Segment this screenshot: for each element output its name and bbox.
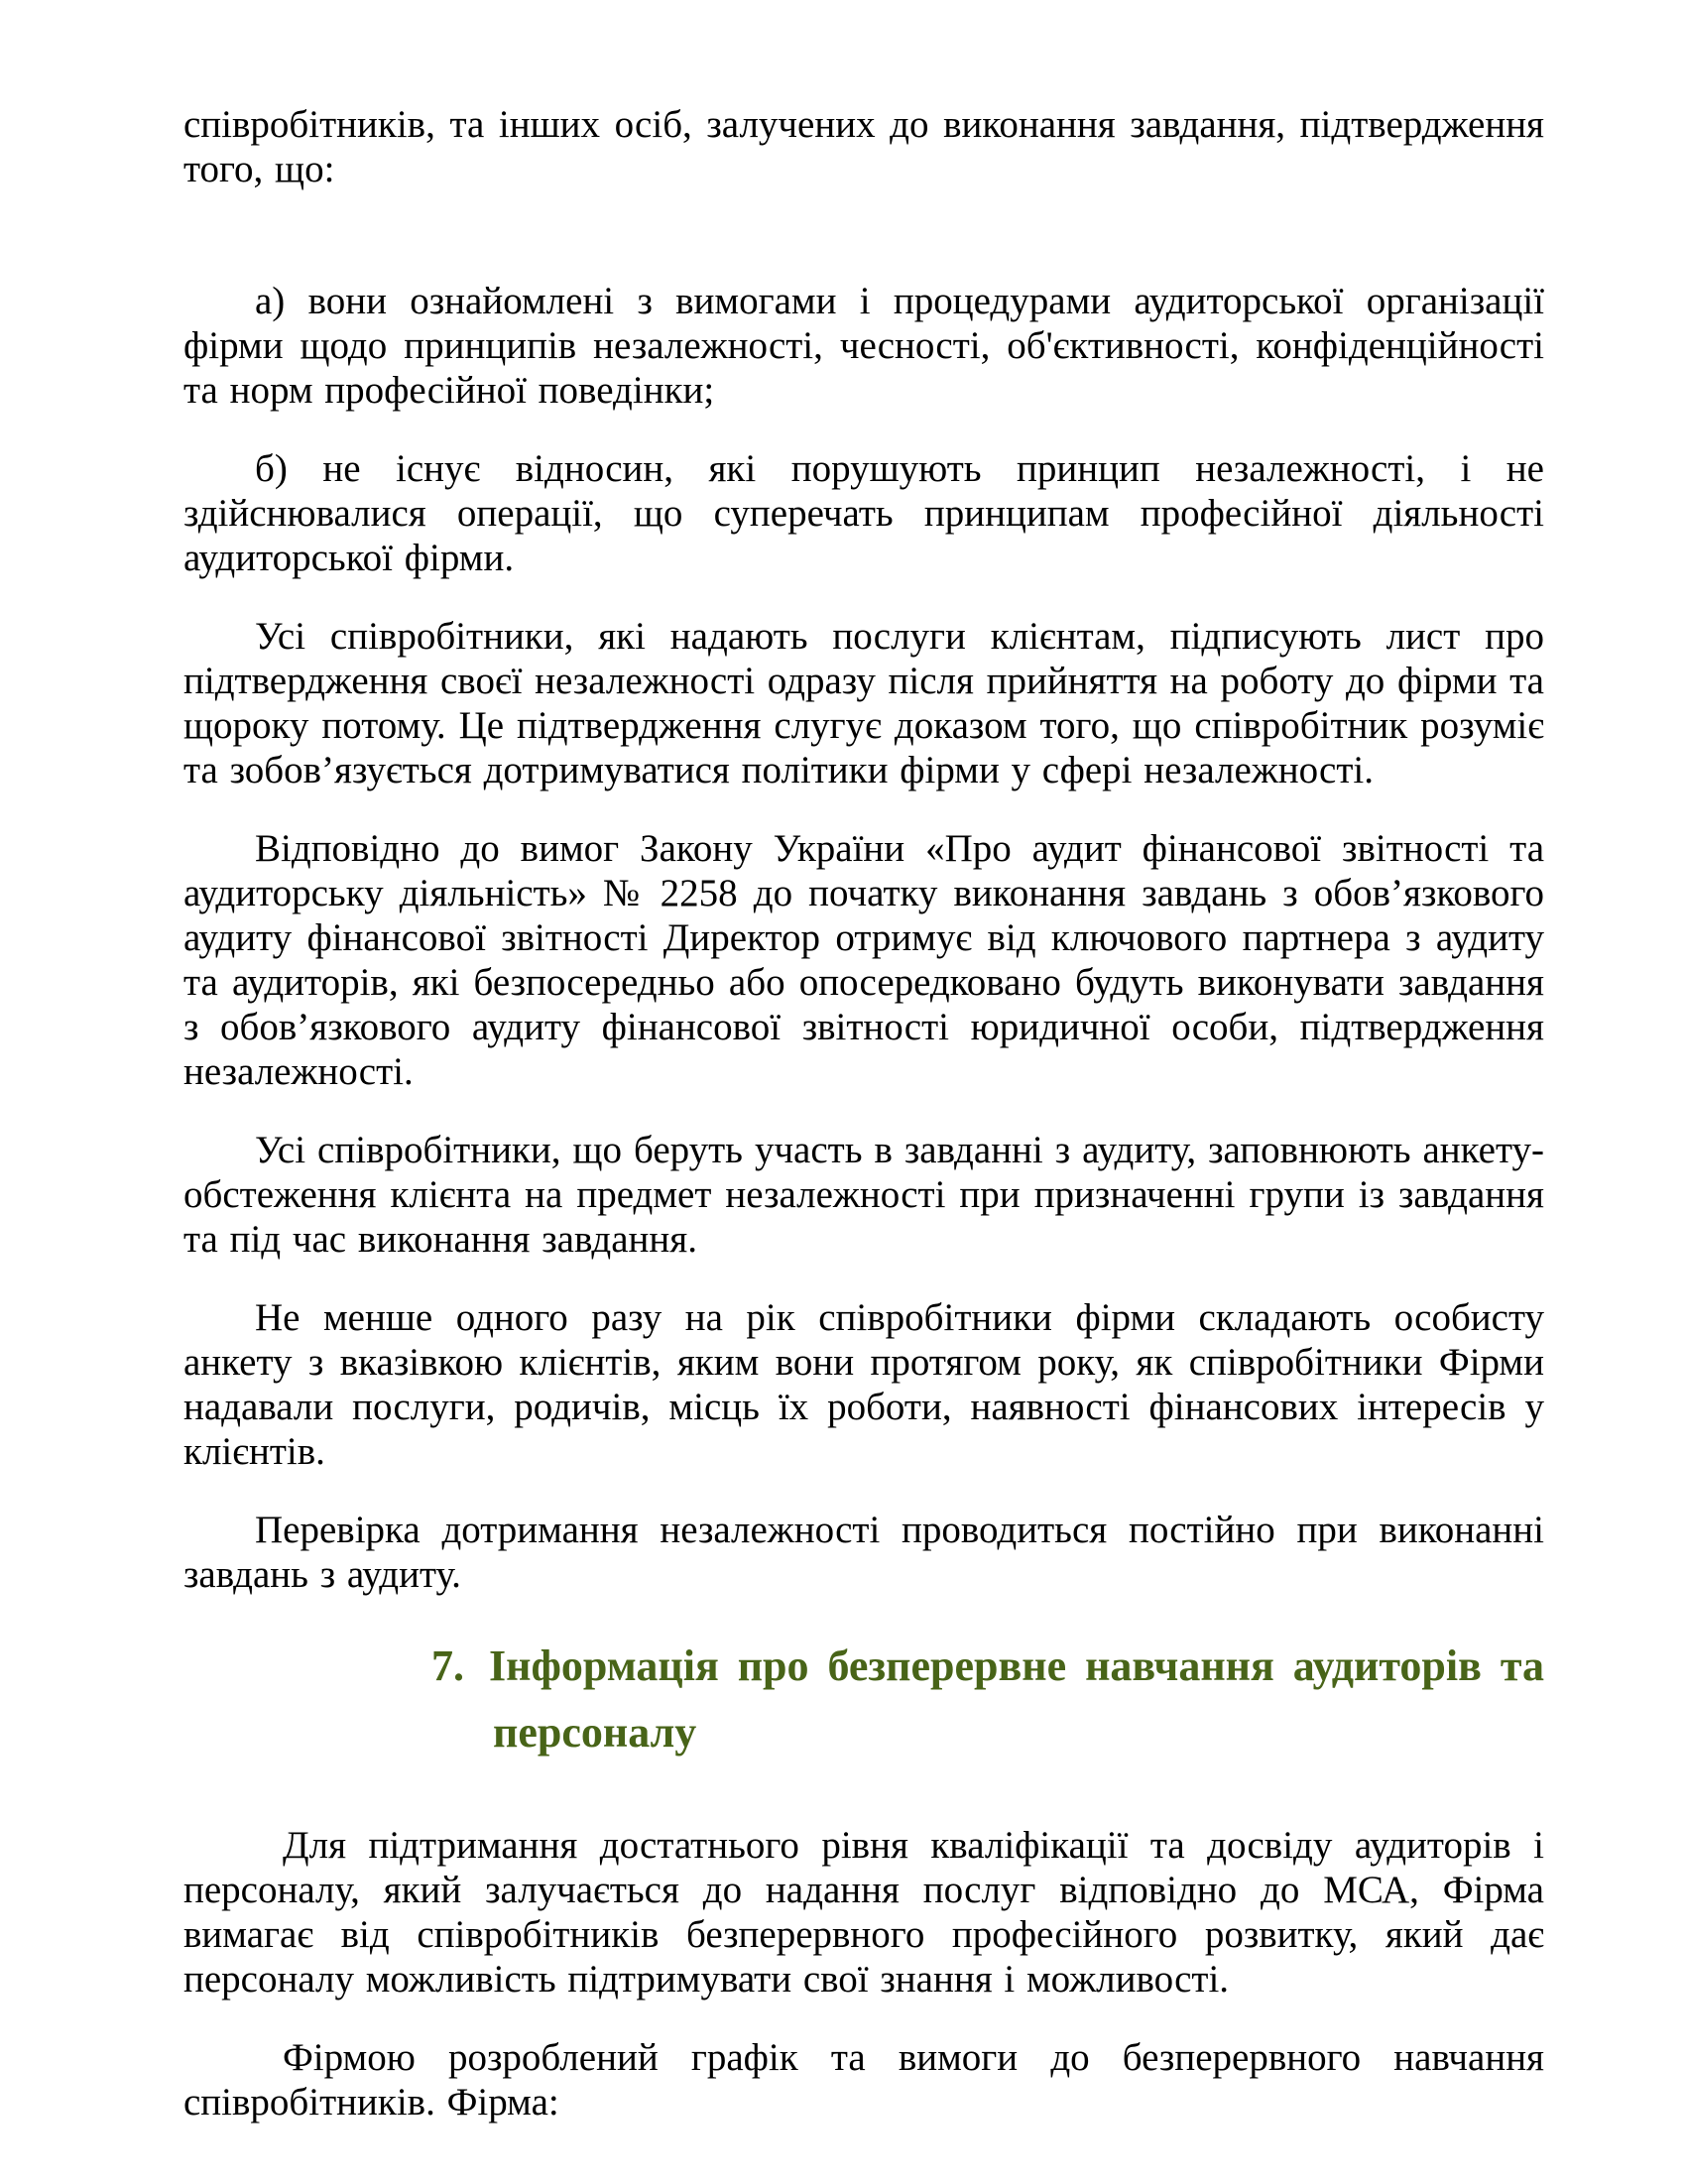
paragraph-independence-letter: Усі співробітники, які надають послуги клієнтам, підписують лист про підтвердження своєї незалежності одразу після прийняття на роботу до фірми та щороку потому. Це підтвердження слугує доказом того, що співробітник розуміє та зобов’язується дотримуватися політики фірми у сфері незалежності. — [183, 615, 1544, 791]
section-title: Інформація про безперервне навчання аудиторів та персоналу — [488, 1641, 1544, 1757]
section-heading-7 — [431, 1633, 1544, 1765]
paragraph-list-item-b: б) не існує відносин, які порушують принцип незалежності, і не здійснювалися операції, що суперечать принципам професійної діяльності аудиторської фірми. — [183, 447, 1544, 579]
paragraph-list-item-a: а) вони ознайомлені з вимогами і процедурами аудиторської організації фірми щодо принципів незалежності, чесності, об'єктивності, конфіденційності та норм професійної поведінки; — [183, 280, 1544, 412]
paragraph-continuation: співробітників, та інших осіб, залучених до виконання завдання, підтвердження того, що: — [183, 103, 1544, 190]
paragraph-training-schedule: Фірмою розроблений графік та вимоги до безперервного навчання співробітників. Фірма: — [183, 2036, 1544, 2123]
paragraph-law-2258: Відповідно до вимог Закону України «Про аудит фінансової звітності та аудиторську діяльність» № 2258 до початку виконання завдань з обов’язкового аудиту фінансової звітності Директор отримує від ключового партнера з аудиту та аудиторів, які безпосередньо або опосередковано будуть виконувати завдання з обов’язкового аудиту фінансової звітності юридичної особи, підтвердження незалежності. — [183, 827, 1544, 1093]
paragraph-client-questionnaire: Усі співробітники, що беруть участь в завданні з аудиту, заповнюють анкету-обстеження клієнта на предмет незалежності при призначенні групи із завдання та під час виконання завдання. — [183, 1129, 1544, 1261]
paragraph-annual-personal-form: Не менше одного разу на рік співробітники фірми складають особисту анкету з вказівкою клієнтів, яким вони протягом року, як співробітники Фірми надавали послуги, родичів, місць їх роботи, наявності фінансових інтересів у клієнтів. — [183, 1296, 1544, 1473]
section-number: 7. — [431, 1641, 483, 1690]
paragraph-qualification-support: Для підтримання достатнього рівня кваліфікації та досвіду аудиторів і персоналу, який залучається до надання послуг відповідно до МСА, Фірма вимагає від співробітників безперервного професійного розвитку, який дає персоналу можливість підтримувати свої знання і можливості. — [183, 1824, 1544, 2001]
paragraph-independence-check: Перевірка дотримання незалежності проводиться постійно при виконанні завдань з аудиту. — [183, 1509, 1544, 1596]
